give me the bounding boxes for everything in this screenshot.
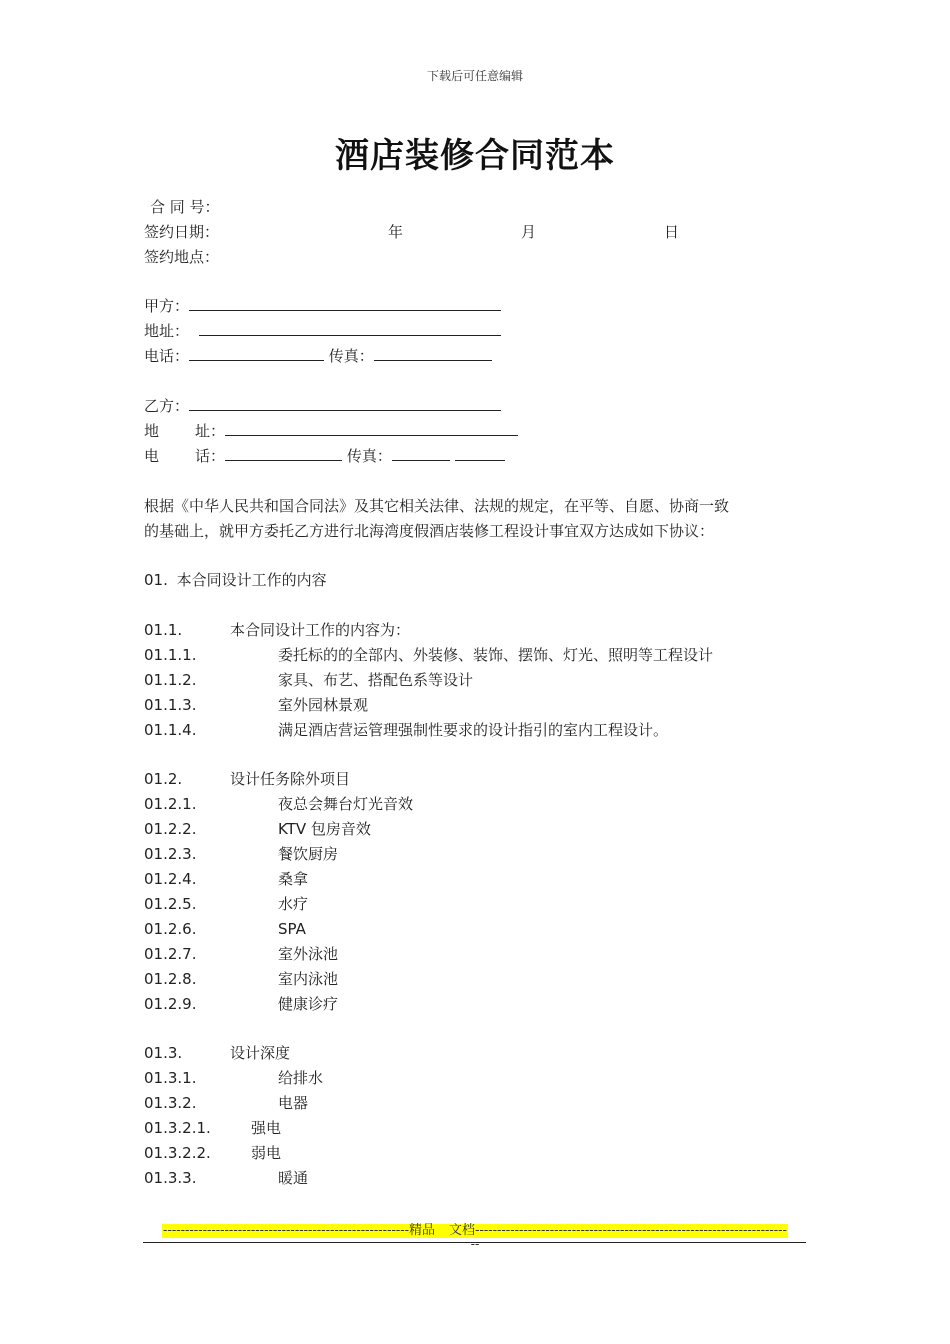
clause-text: 设计任务除外项目 <box>230 770 351 788</box>
list-item-text: 强电 <box>251 1119 282 1137</box>
list-item-number: 01.1.2. <box>144 671 197 689</box>
header-note: 下载后可任意编辑 <box>426 69 523 83</box>
section-heading <box>144 570 327 590</box>
party-b-name-row <box>144 396 501 416</box>
list-item-text: 给排水 <box>278 1069 324 1087</box>
intro-line-2: 的基础上，就甲方委托乙方进行北海湾度假酒店装修工程设计事宜双方达成如下协议： <box>144 522 715 540</box>
sign-date-month: 月 <box>521 223 537 241</box>
intro-line-1: 根据《中华人民共和国合同法》及其它相关法律、法规的规定，在平等、自愿、协商一致 <box>144 497 730 515</box>
party-a-phone-blank <box>189 346 324 361</box>
list-item-text: 弱电 <box>251 1144 282 1162</box>
party-b-address-label-part2: 址： <box>195 422 226 440</box>
party-b-phone-blank <box>225 446 342 461</box>
party-a-address-label: 地址： <box>144 322 190 340</box>
section-number: 01. <box>144 571 168 589</box>
party-a-name-label: 甲方： <box>144 297 190 315</box>
list-item-text: 桑拿 <box>278 870 309 888</box>
party-a-name-row <box>144 296 501 316</box>
sign-date-year: 年 <box>388 223 404 241</box>
party-b-fax-label: 传真： <box>346 447 392 465</box>
party-b-name-blank <box>189 396 501 411</box>
contract-number-label: 合 同 号： <box>150 198 220 216</box>
party-b-phone-row <box>144 446 505 466</box>
list-item-number: 01.2.3. <box>144 845 197 863</box>
list-item-rest: 包房音效 <box>306 820 371 838</box>
party-b-fax-blank-2 <box>455 446 505 461</box>
list-item-text: 夜总会舞台灯光音效 <box>278 795 414 813</box>
list-item-number: 01.3.3. <box>144 1169 197 1187</box>
party-a-name-blank <box>189 296 501 311</box>
party-b-address-blank <box>225 421 518 436</box>
list-item-number: 01.2.9. <box>144 995 197 1013</box>
list-item-number: 01.1.4. <box>144 721 197 739</box>
list-item-number: 01.3.2.2. <box>144 1144 211 1162</box>
clause-number: 01.3. <box>144 1044 183 1062</box>
list-item-number: 01.2.6. <box>144 920 197 938</box>
list-item-text: 水疗 <box>278 895 309 913</box>
list-item-text: 室外泳池 <box>278 945 339 963</box>
list-item-number: 01.1.1. <box>144 646 197 664</box>
list-item-text: 电器 <box>278 1094 309 1112</box>
list-item-text: 健康诊疗 <box>278 995 339 1013</box>
party-a-fax-label: 传真： <box>328 347 374 365</box>
party-b-address-row <box>144 421 518 441</box>
list-item-text: SPA <box>278 920 306 938</box>
list-item-text: 满足酒店营运管理强制性要求的设计指引的室内工程设计。 <box>278 721 669 739</box>
list-item-number: 01.3.2. <box>144 1094 197 1112</box>
list-item-number: 01.2.2. <box>144 820 197 838</box>
list-item-text: 暖通 <box>278 1169 309 1187</box>
section-title: 本合同设计工作的内容 <box>176 571 327 589</box>
clause-text: 设计深度 <box>230 1044 291 1062</box>
sign-date-day: 日 <box>664 223 680 241</box>
list-item-text <box>278 819 371 839</box>
list-item-text: 餐饮厨房 <box>278 845 339 863</box>
party-b-address-label-part1: 地 <box>144 422 160 440</box>
sign-place-label: 签约地点： <box>144 248 220 266</box>
list-item-text: 室内泳池 <box>278 970 339 988</box>
footer-watermark-band <box>162 1223 788 1252</box>
footer-dashes-left: -------------------------------------------------------- <box>163 1223 410 1238</box>
document-title: 酒店装修合同范本 <box>335 136 615 176</box>
party-b-fax-blank-1 <box>392 446 450 461</box>
list-item-number: 01.3.2.1. <box>144 1119 211 1137</box>
party-a-phone-row <box>144 346 492 366</box>
sign-date-label: 签约日期： <box>144 223 220 241</box>
party-b-phone-label-part2: 话： <box>195 447 226 465</box>
list-item-text: 室外园林景观 <box>278 696 369 714</box>
list-item-number: 01.2.5. <box>144 895 197 913</box>
list-item-number: 01.3.1. <box>144 1069 197 1087</box>
list-item-number: 01.1.3. <box>144 696 197 714</box>
list-item-number: 01.2.1. <box>144 795 197 813</box>
party-a-phone-label: 电话： <box>144 347 190 365</box>
list-item-text: 委托标的的全部内、外装修、装饰、摆饰、灯光、照明等工程设计 <box>278 646 714 664</box>
party-a-address-blank <box>199 321 501 336</box>
list-item-number: 01.2.8. <box>144 970 197 988</box>
clause-number: 01.1. <box>144 621 183 639</box>
party-b-phone-label-part1: 电 <box>144 447 160 465</box>
footer-rule <box>143 1242 806 1243</box>
clause-number: 01.2. <box>144 770 183 788</box>
party-b-name-label: 乙方： <box>144 397 190 415</box>
list-item-number: 01.2.4. <box>144 870 197 888</box>
footer-dashes-right: ------------------------------------------------------------------------- <box>470 1223 787 1252</box>
footer-text-1: 精品 <box>409 1223 436 1238</box>
list-item-text: 家具、布艺、搭配色系等设计 <box>278 671 474 689</box>
party-a-fax-blank <box>374 346 492 361</box>
list-item-number: 01.2.7. <box>144 945 197 963</box>
footer-text-2: 文档 <box>449 1223 476 1238</box>
party-a-address-row <box>144 321 501 341</box>
list-item-latin: KTV <box>278 820 307 838</box>
clause-text: 本合同设计工作的内容为： <box>230 621 411 639</box>
